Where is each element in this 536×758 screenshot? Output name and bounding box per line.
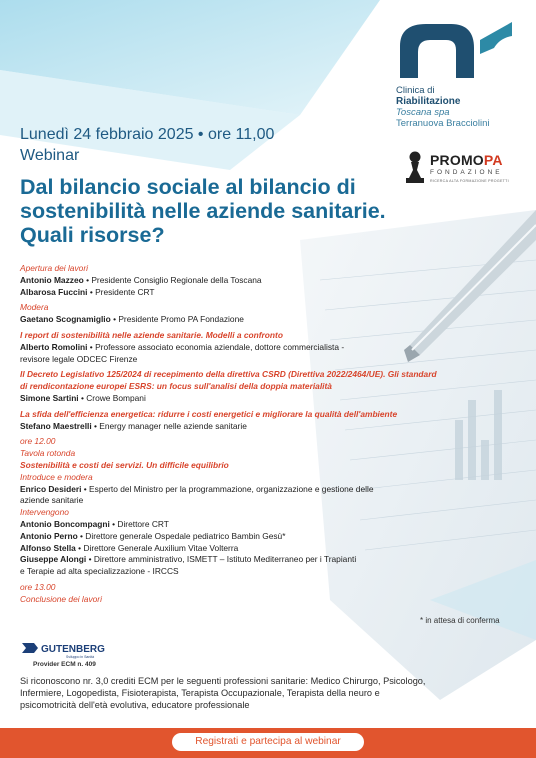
speaker-role: Direttore Generale Auxilium Vitae Volterra <box>83 542 239 553</box>
speaker-role: Direttore CRT <box>117 518 169 529</box>
speaker-name: Alberto Romolini <box>20 341 88 352</box>
speaker-name: Antonio Boncompagni <box>20 518 110 529</box>
section-time: ore 12.00 <box>20 436 56 447</box>
speaker-role-cont: revisore legale ODCEC Firenze <box>20 353 138 364</box>
speaker-role: Direttore amministrativo, ISMETT – Istituto Mediterraneo per i Trapianti <box>93 554 357 565</box>
speaker-role-cont: aziende sanitarie <box>20 495 84 506</box>
clinic-logo-line3: Toscana spa <box>396 107 450 118</box>
clinic-logo-mark <box>396 18 516 78</box>
speaker-name: Gaetano Scognamiglio <box>20 314 111 325</box>
speaker-role: Presidente Promo PA Fondazione <box>118 314 244 325</box>
speaker-row: Stefano Maestrelli • Energy manager nelle aziende sanitarie <box>20 420 247 431</box>
speaker-row: Albarosa Fuccini • Presidente CRT <box>20 286 155 297</box>
speaker-row: Simone Sartini • Crowe Bompani <box>20 392 146 403</box>
event-type: Webinar <box>20 147 80 164</box>
speaker-name: Antonio Mazzeo <box>20 274 84 285</box>
promo-pa-subtitle: FONDAZIONE <box>430 169 503 176</box>
speaker-role-cont: e Terapie ad alta specializzazione - IRCCS <box>20 566 179 577</box>
gutenberg-name: GUTENBERG <box>41 644 105 655</box>
speaker-row: Gaetano Scognamiglio • Presidente Promo PA Fondazione <box>20 314 244 325</box>
register-button[interactable]: Registrati e partecipa al webinar <box>172 733 364 751</box>
speaker-role: Direttore generale Ospedale pediatrico Bambin Gesù* <box>85 530 286 541</box>
event-date: Lunedì 24 febbraio 2025 • ore 11,00 <box>20 126 275 143</box>
promo-pa-tagline: RICERCA ALTA FORMAZIONE PROGETTI <box>430 179 509 183</box>
speaker-row: Enrico Desideri • Esperto del Ministro per la programmazione, organizzazione e gestione delle <box>20 483 374 494</box>
speaker-role: Esperto del Ministro per la programmazione, organizzazione e gestione delle <box>89 483 374 494</box>
speaker-row: Giuseppe Alongi • Direttore amministrativo, ISMETT – Istituto Mediterraneo per i Trapianti <box>20 554 357 565</box>
speaker-row: Antonio Mazzeo • Presidente Consiglio Regionale della Toscana <box>20 274 262 285</box>
section-topic: Sostenibilità e costi dei servizi. Un difficile equilibrio <box>20 459 229 470</box>
speaker-name: Simone Sartini <box>20 392 79 403</box>
clinic-logo-line2: Riabilitazione <box>396 96 461 107</box>
speaker-row: Alberto Romolini • Professore associato economia aziendale, dottore commercialista - <box>20 341 345 352</box>
gutenberg-icon <box>20 641 40 655</box>
speaker-name: Giuseppe Alongi <box>20 554 87 565</box>
ecm-provider: Provider ECM n. 409 <box>33 661 96 668</box>
ecm-credits-text: Si riconoscono nr. 3,0 crediti ECM per le seguenti professioni sanitarie: Medico Chirurgo, Psicologo, Infermiere, Logopedista, Fisioterapista, Terapista Occupazionale, Terapista della neuro e psicomotricità dell'età evolutiva, educatore professionale <box>20 676 426 710</box>
speaker-role: Professore associato economia aziendale, dottore commercialista - <box>95 341 345 352</box>
gutenberg-tagline: Sviluppo in Sanità <box>66 655 95 659</box>
section-label: Introduce e modera <box>20 471 93 482</box>
speaker-role: Presidente Consiglio Regionale della Toscana <box>91 274 262 285</box>
clinic-logo-line4: Terranuova Bracciolini <box>396 118 490 129</box>
promo-pa-name: PROMOPA <box>430 152 503 168</box>
clinic-logo-line1: Clinica di <box>396 85 435 96</box>
speaker-name: Albarosa Fuccini <box>20 286 88 297</box>
clinic-logo <box>396 18 522 129</box>
section-topic: I report di sostenibilità nelle aziende sanitarie. Modelli a confronto <box>20 329 283 340</box>
event-title: Dal bilancio sociale al bilancio di sostenibilità nelle aziende sanitarie. Quali risorse? <box>20 175 386 247</box>
section-label: Tavola rotonda <box>20 448 76 459</box>
section-label: Intervengono <box>20 507 69 518</box>
section-label: Modera <box>20 302 49 313</box>
speaker-name: Alfonso Stella <box>20 542 76 553</box>
speaker-role: Energy manager nelle aziende sanitarie <box>99 420 247 431</box>
speaker-role: Crowe Bompani <box>86 392 146 403</box>
section-label: Apertura dei lavori <box>20 263 88 273</box>
speaker-name: Antonio Perno <box>20 530 78 541</box>
section-time: ore 13.00 <box>20 581 56 592</box>
program <box>20 263 440 606</box>
speaker-name: Stefano Maestrelli <box>20 420 92 431</box>
section-topic: La sfida dell'efficienza energetica: ridurre i costi energetici e migliorare la qualità dell'ambiente <box>20 408 398 419</box>
section-topic: Il Decreto Legislativo 125/2024 di recepimento della direttiva CSRD (Direttiva 2022/2464/UE). Gli standard di rendicontazione europei ESRS: un focus sull'analisi della doppia materialità <box>20 369 437 392</box>
speaker-row: Alfonso Stella • Direttore Generale Auxilium Vitae Volterra <box>20 542 239 553</box>
speaker-row: Antonio Boncompagni • Direttore CRT <box>20 518 169 529</box>
speaker-row: Antonio Perno • Direttore generale Ospedale pediatrico Bambin Gesù* <box>20 530 286 541</box>
speaker-name: Enrico Desideri <box>20 483 82 494</box>
speaker-role: Presidente CRT <box>95 286 155 297</box>
section-label: Conclusione dei lavori <box>20 593 102 604</box>
confirmation-footnote: * in attesa di conferma <box>420 616 500 625</box>
